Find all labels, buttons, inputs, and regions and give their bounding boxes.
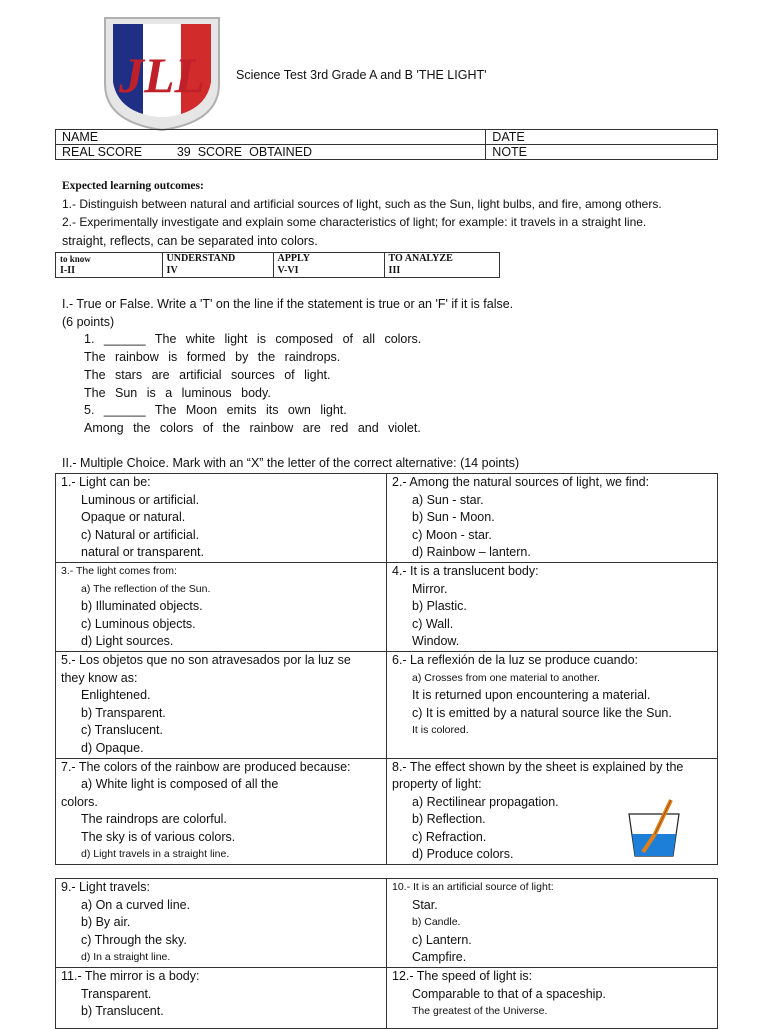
level-range: IV	[166, 265, 178, 276]
multiple-choice-table-2	[55, 878, 718, 1029]
option[interactable]: b) Illuminated objects.	[81, 599, 203, 614]
question-text: 10.- It is an artificial source of light:	[392, 881, 554, 893]
tf-item: Among the colors of the rainbow are red and violet.	[84, 421, 421, 435]
page-title: Science Test 3rd Grade A and B 'THE LIGHT'	[236, 68, 487, 82]
option[interactable]: Luminous or artificial.	[81, 492, 200, 507]
question-text: property of light:	[392, 777, 482, 792]
question-text: 2.- Among the natural sources of light, we find:	[392, 475, 650, 489]
option[interactable]: b) Translucent.	[81, 1004, 164, 1019]
level-name: TO ANALYZE	[388, 253, 453, 264]
option[interactable]: d) Light sources.	[81, 634, 174, 649]
glass-with-pencil-illustration	[621, 798, 687, 860]
question-12	[387, 967, 718, 1028]
option[interactable]: It is returned upon encountering a material.	[412, 688, 651, 703]
option[interactable]: Comparable to that of a spaceship.	[412, 986, 606, 1001]
outcome-2: 2.- Experimentally investigate and explain some characteristics of light; for example: it travels in a straight line.	[62, 215, 647, 229]
tf-item: The stars are artificial sources of light.	[84, 368, 331, 382]
section2-heading: II.- Multiple Choice. Mark with an “X” the letter of the correct alternative: (14 points)	[62, 456, 520, 470]
option[interactable]: d) Rainbow – lantern.	[412, 545, 531, 560]
date-field[interactable]: DATE	[486, 130, 718, 145]
question-11	[56, 967, 387, 1028]
tf-item: 1. ______ The white light is composed of all colors.	[84, 332, 422, 346]
levels-table	[55, 252, 500, 278]
option[interactable]: The sky is of various colors.	[81, 829, 236, 844]
option[interactable]: Mirror.	[412, 581, 448, 596]
option[interactable]: a) White light is composed of all the	[81, 777, 279, 792]
level-range: V-VI	[277, 265, 299, 276]
option[interactable]: Opaque or natural.	[81, 510, 186, 525]
question-text: 9.- Light travels:	[61, 880, 150, 894]
question-text: 7.- The colors of the rainbow are produced because:	[61, 759, 351, 774]
tf-item: The rainbow is formed by the raindrops.	[84, 350, 341, 364]
question-10	[387, 879, 718, 968]
level-name: to know	[60, 254, 91, 264]
note-field[interactable]: NOTE	[486, 145, 718, 160]
option[interactable]: c) Wall.	[412, 616, 454, 631]
question-text: 5.- Los objetos que no son atravesados por la luz se	[61, 652, 351, 667]
option[interactable]: b) Plastic.	[412, 599, 467, 614]
question-1	[56, 474, 387, 563]
outcome-1: 1.- Distinguish between natural and artificial sources of light, such as the Sun, light bulbs, and fire, among others.	[62, 197, 662, 211]
option[interactable]: a) Crosses from one material to another.	[412, 671, 600, 684]
option[interactable]: d) In a straight line.	[81, 951, 171, 964]
option[interactable]: c) Translucent.	[81, 723, 163, 738]
option[interactable]: It is colored.	[412, 724, 469, 737]
question-text: 12.- The speed of light is:	[392, 968, 533, 983]
option[interactable]: c) It is emitted by a natural source like the Sun.	[412, 705, 672, 720]
question-text: 3.- The light comes from:	[61, 564, 177, 577]
option[interactable]: c) Lantern.	[412, 932, 472, 947]
question-8	[387, 758, 718, 865]
option[interactable]: colors.	[61, 794, 98, 809]
option[interactable]: The raindrops are colorful.	[81, 812, 227, 827]
school-logo	[103, 14, 221, 132]
score-field[interactable]: REAL SCORE 39 SCORE OBTAINED	[56, 145, 486, 160]
question-text: 8.- The effect shown by the sheet is explained by the	[392, 759, 684, 774]
option[interactable]: b) Sun - Moon.	[412, 510, 495, 525]
question-7	[56, 758, 387, 865]
option[interactable]: Enlightened.	[81, 688, 151, 703]
option[interactable]: c) Through the sky.	[81, 932, 187, 947]
option[interactable]: c) Luminous objects.	[81, 616, 196, 631]
multiple-choice-table	[55, 473, 718, 865]
section1-points: (6 points)	[62, 315, 115, 329]
section1-heading: I.- True or False. Write a 'T' on the line if the statement is true or an 'F' if it is false.	[62, 297, 514, 311]
option[interactable]: d) Produce colors.	[412, 847, 514, 862]
level-range: I-II	[60, 265, 76, 276]
level-range: III	[388, 265, 401, 276]
name-field[interactable]: NAME	[56, 130, 486, 145]
option[interactable]: c) Refraction.	[412, 829, 487, 844]
option[interactable]: Transparent.	[81, 986, 152, 1001]
option[interactable]: a) Sun - star.	[412, 492, 484, 507]
option[interactable]: d) Opaque.	[81, 740, 144, 755]
level-name: UNDERSTAND	[166, 253, 236, 264]
option[interactable]: a) The reflection of the Sun.	[81, 582, 211, 595]
level-name: APPLY	[277, 253, 310, 264]
question-9	[56, 879, 387, 968]
option[interactable]: b) By air.	[81, 915, 131, 930]
outcome-2-cont: straight, reflects, can be separated into colors.	[62, 234, 318, 248]
question-text: 4.- It is a translucent body:	[392, 563, 539, 578]
option[interactable]: Star.	[412, 897, 438, 912]
option[interactable]: d) Light travels in a straight line.	[81, 848, 230, 861]
option[interactable]: Campfire.	[412, 950, 467, 965]
option[interactable]: a) Rectilinear propagation.	[412, 794, 559, 809]
tf-item: The Sun is a luminous body.	[84, 386, 271, 400]
student-info-table	[55, 129, 718, 160]
option[interactable]: c) Moon - star.	[412, 527, 492, 542]
option[interactable]: c) Natural or artificial.	[81, 527, 200, 542]
option[interactable]: a) On a curved line.	[81, 897, 191, 912]
question-2	[387, 474, 718, 563]
question-text: 6.- La reflexión de la luz se produce cuando:	[392, 652, 638, 667]
option[interactable]: b) Reflection.	[412, 812, 486, 827]
option[interactable]: b) Transparent.	[81, 705, 166, 720]
outcomes-title: Expected learning outcomes:	[62, 180, 204, 192]
question-3	[56, 562, 387, 651]
question-text: 11.- The mirror is a body:	[61, 968, 200, 983]
option[interactable]: b) Candle.	[412, 916, 461, 929]
option[interactable]: The greatest of the Universe.	[412, 1005, 548, 1018]
question-text: they know as:	[61, 670, 138, 685]
question-4	[387, 562, 718, 651]
question-5	[56, 651, 387, 758]
tf-item: 5. ______ The Moon emits its own light.	[84, 403, 347, 417]
option[interactable]: Window.	[412, 634, 460, 649]
question-6	[387, 651, 718, 758]
question-text: 1.- Light can be:	[61, 475, 151, 489]
option[interactable]: natural or transparent.	[81, 545, 204, 560]
svg-text:JLL: JLL	[118, 47, 206, 103]
